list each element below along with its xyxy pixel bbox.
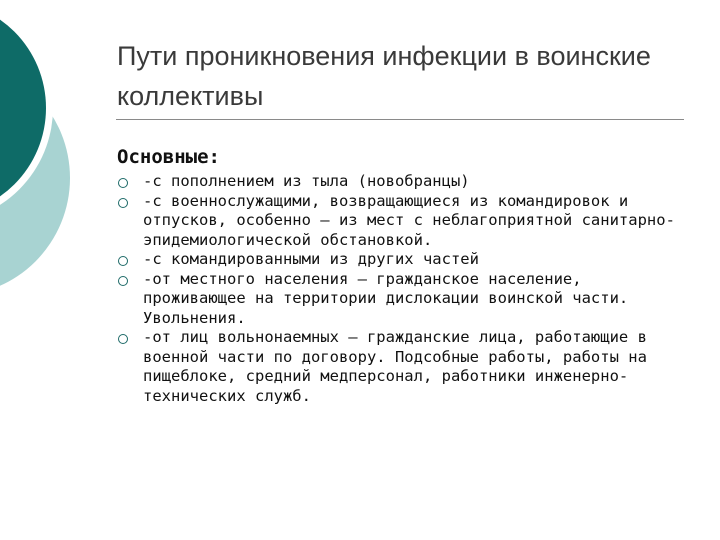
- list-item-text: -от местного населения – гражданское население, проживающее на территории дислокации воинской части. Увольнения.: [143, 269, 629, 327]
- bullet-icon: [118, 178, 128, 188]
- list-item: [118, 172, 690, 192]
- list-item: [118, 270, 690, 329]
- bullet-icon: [118, 198, 128, 208]
- list-item-text: -от лиц вольнонаемных – гражданские лица, работающие в военной части по договору. Подсобные работы, работы на пищеблоке, средний медперсонал, работники инженерно-технических служб.: [143, 328, 647, 405]
- list-item: [118, 192, 690, 251]
- list-item-text: -с пополнением из тыла (новобранцы): [143, 172, 470, 190]
- bullet-list: [118, 172, 690, 406]
- decorative-circles: [0, 0, 110, 300]
- slide-title: Пути проникновения инфекции в воинские коллективы: [117, 41, 651, 111]
- list-item: [118, 250, 690, 270]
- subheading: Основные:: [117, 146, 220, 168]
- title-divider: [116, 119, 684, 120]
- bullet-icon: [118, 334, 128, 344]
- list-item-text: -с военнослужащими, возвращающиеся из командировок и отпусков, особенно – из мест с неблагоприятной санитарно-эпидемиологической обстановкой.: [143, 191, 675, 249]
- list-item-text: -с командированными из других частей: [143, 250, 479, 268]
- list-item: [118, 328, 690, 406]
- bullet-icon: [118, 256, 128, 266]
- bullet-icon: [118, 276, 128, 286]
